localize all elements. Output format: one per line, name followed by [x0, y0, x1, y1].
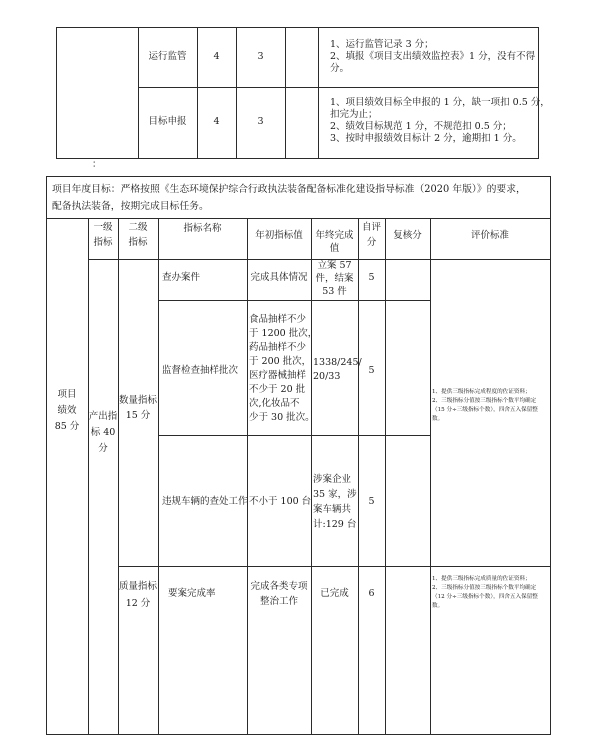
header-level2: 指标: [128, 237, 148, 248]
group-label: 项目: [57, 389, 77, 400]
header-review: 复核分: [393, 230, 422, 241]
criteria-line: （12 分÷三级指标个数），四舍五入保留整: [432, 594, 538, 600]
table-border: [247, 218, 248, 734]
final-value: 案车辆共: [313, 504, 352, 515]
criteria-line: 分。: [330, 63, 350, 74]
criteria-line: 数。: [432, 603, 444, 609]
table-border: [46, 176, 551, 177]
table-border: [158, 218, 159, 734]
initial-value: 于 1200 批次，: [249, 328, 318, 339]
output-label: 标 40: [90, 427, 116, 438]
header-initial: 年初指标值: [255, 230, 303, 241]
table-border: [56, 27, 57, 158]
quantity-label: 数量指标: [118, 395, 157, 406]
final-value: 件，结案: [315, 273, 354, 284]
table-border: [56, 27, 539, 28]
table-border: [46, 734, 551, 735]
table-border: [285, 27, 286, 158]
self-score: 3: [257, 51, 264, 62]
colon-mark: ：: [92, 159, 102, 170]
table-border: [358, 218, 359, 734]
table-border: [430, 218, 431, 734]
indicator-name: 监督检查抽样批次: [162, 365, 239, 376]
criteria-line: 2、绩效目标规范 1 分，不规范扣 0.5 分；: [330, 121, 512, 132]
final-value: 已完成: [320, 588, 349, 599]
self-score: 5: [368, 496, 375, 507]
initial-value: 食品抽样不少: [249, 314, 307, 325]
initial-value: 完成各类专项: [250, 581, 308, 592]
criteria-line: 1、提供三级指标完成质量的佐证资料；: [432, 576, 531, 582]
output-label: 分: [98, 443, 108, 454]
final-value: 53 件: [322, 286, 347, 297]
initial-value: 药品抽样不少: [249, 342, 307, 353]
criteria-line: 扣完为止；: [330, 109, 378, 120]
table-border: [550, 176, 551, 734]
initial-value: 于 200 批次，: [249, 356, 312, 367]
criteria-line: 数。: [432, 416, 444, 422]
initial-value: 整治工作: [259, 596, 298, 607]
indicator-name: 违规车辆的查处工作: [162, 496, 248, 507]
max-score: 4: [213, 51, 220, 62]
table-border: [118, 218, 119, 734]
header-level1: 一级: [93, 222, 113, 233]
table-border: [538, 27, 539, 158]
quality-label: 质量指标: [118, 581, 157, 592]
header-final: 年终完成值: [315, 230, 354, 254]
self-score: 6: [368, 588, 375, 599]
table-border: [46, 218, 551, 219]
header-level2: 二级: [128, 222, 148, 233]
initial-value: 次,化妆品不: [249, 398, 300, 409]
max-score: 4: [213, 116, 220, 127]
criteria-line: 2、三级指标分值按三级指标个数平均确定: [432, 398, 537, 404]
table-border: [118, 566, 551, 567]
initial-value: 不小于 100 台: [249, 496, 312, 507]
criteria-line: 1、运行监管记录 3 分；: [330, 39, 434, 50]
criteria-line: 2、三级指标分值按三级指标个数平均确定: [432, 585, 537, 591]
quality-label: 12 分: [125, 598, 151, 609]
header-criteria: 评价标准: [470, 230, 509, 241]
table-border: [197, 27, 198, 158]
table-border: [138, 27, 139, 158]
criteria-line: 3、按时申报绩效目标计 2 分，逾期扣 1 分。: [330, 133, 522, 144]
table-border: [236, 27, 237, 158]
header-level1: 指标: [93, 237, 113, 248]
final-value: 计:129 台: [313, 519, 357, 530]
table-border: [88, 218, 89, 734]
indicator-name: 运行监管: [148, 51, 187, 62]
criteria-line: 2、填报《项目支出绩效监控表》1 分，没有不得: [330, 51, 536, 62]
table-border: [138, 87, 539, 88]
group-label: 绩效: [57, 405, 77, 416]
self-score: 5: [368, 272, 375, 283]
initial-value: 完成具体情况: [250, 272, 308, 283]
table-border: [385, 218, 386, 734]
table-border: [56, 158, 539, 159]
initial-value: 不少于 20 批: [249, 384, 306, 395]
table-border: [158, 435, 431, 436]
header-self: 分: [366, 237, 377, 248]
initial-value: 少于 30 批次。: [249, 412, 315, 423]
table-border: [46, 176, 47, 734]
final-value: 35 家，涉: [313, 489, 357, 500]
indicator-name: 目标申报: [148, 116, 187, 127]
indicator-name: 要案完成率: [168, 588, 216, 599]
group-label: 85 分: [54, 421, 80, 432]
indicator-name: 查办案件: [162, 272, 201, 283]
output-label: 产出指: [88, 411, 118, 422]
self-score: 5: [368, 365, 375, 376]
self-score: 3: [257, 116, 264, 127]
quantity-label: 15 分: [125, 410, 151, 421]
header-self: 自评: [361, 222, 381, 233]
table-border: [318, 27, 319, 158]
final-value: 20/33: [313, 371, 341, 382]
project-goal-line: 配备执法装备，按期完成目标任务。: [52, 201, 209, 212]
project-goal-line: 项目年度目标：严格按照《生态环境保护综合行政执法装备配备标准化建设指导标准（2020 年版）》的要求，: [52, 184, 526, 195]
final-value: 1338/245/: [313, 357, 362, 368]
header-name: 指标名称: [183, 223, 222, 234]
criteria-line: 1、项目绩效目标全申报的 1 分，缺一项扣 0.5 分，: [330, 97, 550, 108]
table-border: [158, 300, 431, 301]
final-value: 涉案企业: [313, 474, 352, 485]
initial-value: 医疗器械抽样: [249, 370, 307, 381]
criteria-line: 1、提供三级指标完成程度的佐证资料；: [432, 389, 531, 395]
criteria-line: （15 分÷三级指标个数），四舍五入保留整: [432, 407, 538, 413]
final-value: 立案 57: [317, 260, 352, 271]
